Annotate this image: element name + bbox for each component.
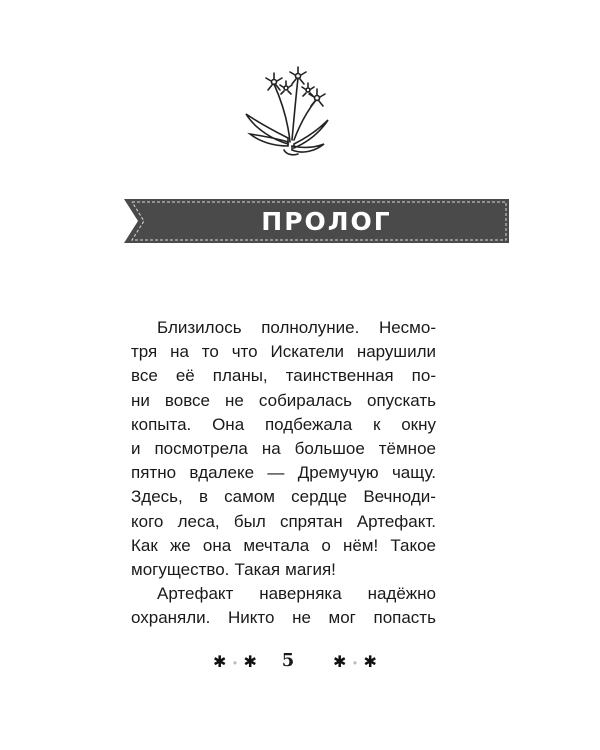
text-line [131,461,436,485]
word: Такая [234,559,281,579]
ornament-star-icon: ✱ [243,654,258,671]
word: был [233,511,266,531]
word: по- [411,366,436,386]
word: мечтала [243,535,310,555]
word: к [372,414,381,434]
word: тёмное [378,438,436,458]
ornament-dot-icon: • [232,656,239,670]
word: наверняка [259,584,342,604]
word: она [202,535,232,555]
text-line [131,534,436,558]
chapter-banner [124,199,509,243]
text-line [131,389,436,413]
word: магия! [285,559,336,579]
word: вдалеке [189,463,255,483]
ornament-star-icon: ✱ [333,654,348,671]
word: нём! [342,535,379,555]
word: Вечноди- [363,487,436,507]
text-line [131,558,436,582]
text-line [131,510,436,534]
word: Дремучую [297,463,379,483]
text-line [131,340,436,364]
ornament-star-icon: ✱ [363,654,378,671]
word: охраняли. [131,608,211,628]
word: Она [212,414,245,434]
text-line [131,437,436,461]
word: не [225,390,244,410]
text-line [131,316,436,340]
word: собиралась [258,390,352,410]
word: то [201,342,219,362]
word: все [131,366,158,386]
word: же [169,535,191,555]
word: что [231,342,258,362]
word: Артефакт [157,584,234,604]
word: Близилось [157,318,242,337]
flower-illustration-icon [238,60,338,160]
word: окну [401,414,436,434]
word: надёжно [367,584,436,604]
word: большое [294,438,365,458]
page-footer [0,652,600,676]
word: Никто [228,608,275,628]
word: в [198,487,208,507]
word: самом [224,487,275,507]
word: Здесь, [131,487,183,507]
chapter-title: ПРОЛОГ [261,206,392,236]
footer-ornament-left [213,652,258,672]
word: пятно [131,463,177,483]
text-line [131,485,436,509]
word: мог [328,608,356,628]
word: попасть [373,608,436,628]
text-line [131,582,436,606]
word: кого [131,511,164,531]
word: леса, [177,511,220,531]
word: подбежала [264,414,353,434]
word: на [261,438,281,458]
word: Такое [390,535,436,555]
word: спрятан [279,511,343,531]
word: чащу. [391,463,436,483]
word: ни [131,390,150,410]
chapter-body-text [131,316,436,630]
word: Несмо- [378,318,436,337]
word: Как [131,535,158,555]
text-line [131,364,436,388]
word: копыта. [131,414,192,434]
word: тря [131,342,158,362]
word: сердце [291,487,348,507]
word: — [267,463,285,483]
word: планы, [212,366,268,386]
page-number: 5 [281,650,295,671]
word: полнолуние. [261,318,360,337]
ornament-star-icon: ✱ [213,654,228,671]
word: могущество. [131,559,230,579]
word: Артефакт. [356,511,436,531]
word: таинственная [285,366,394,386]
word: вовсе [164,390,211,410]
text-line [131,413,436,437]
word: нарушили [356,342,436,362]
ornament-dot-icon: • [352,656,359,670]
text-line [131,606,436,630]
word: и [131,438,141,458]
word: посмотрела [154,438,248,458]
word: Искатели [270,342,344,362]
word: не [292,608,311,628]
word: о [321,535,331,555]
word: опускать [366,390,436,410]
footer-ornament-right [333,652,378,672]
word: на [170,342,189,362]
word: её [175,366,195,386]
